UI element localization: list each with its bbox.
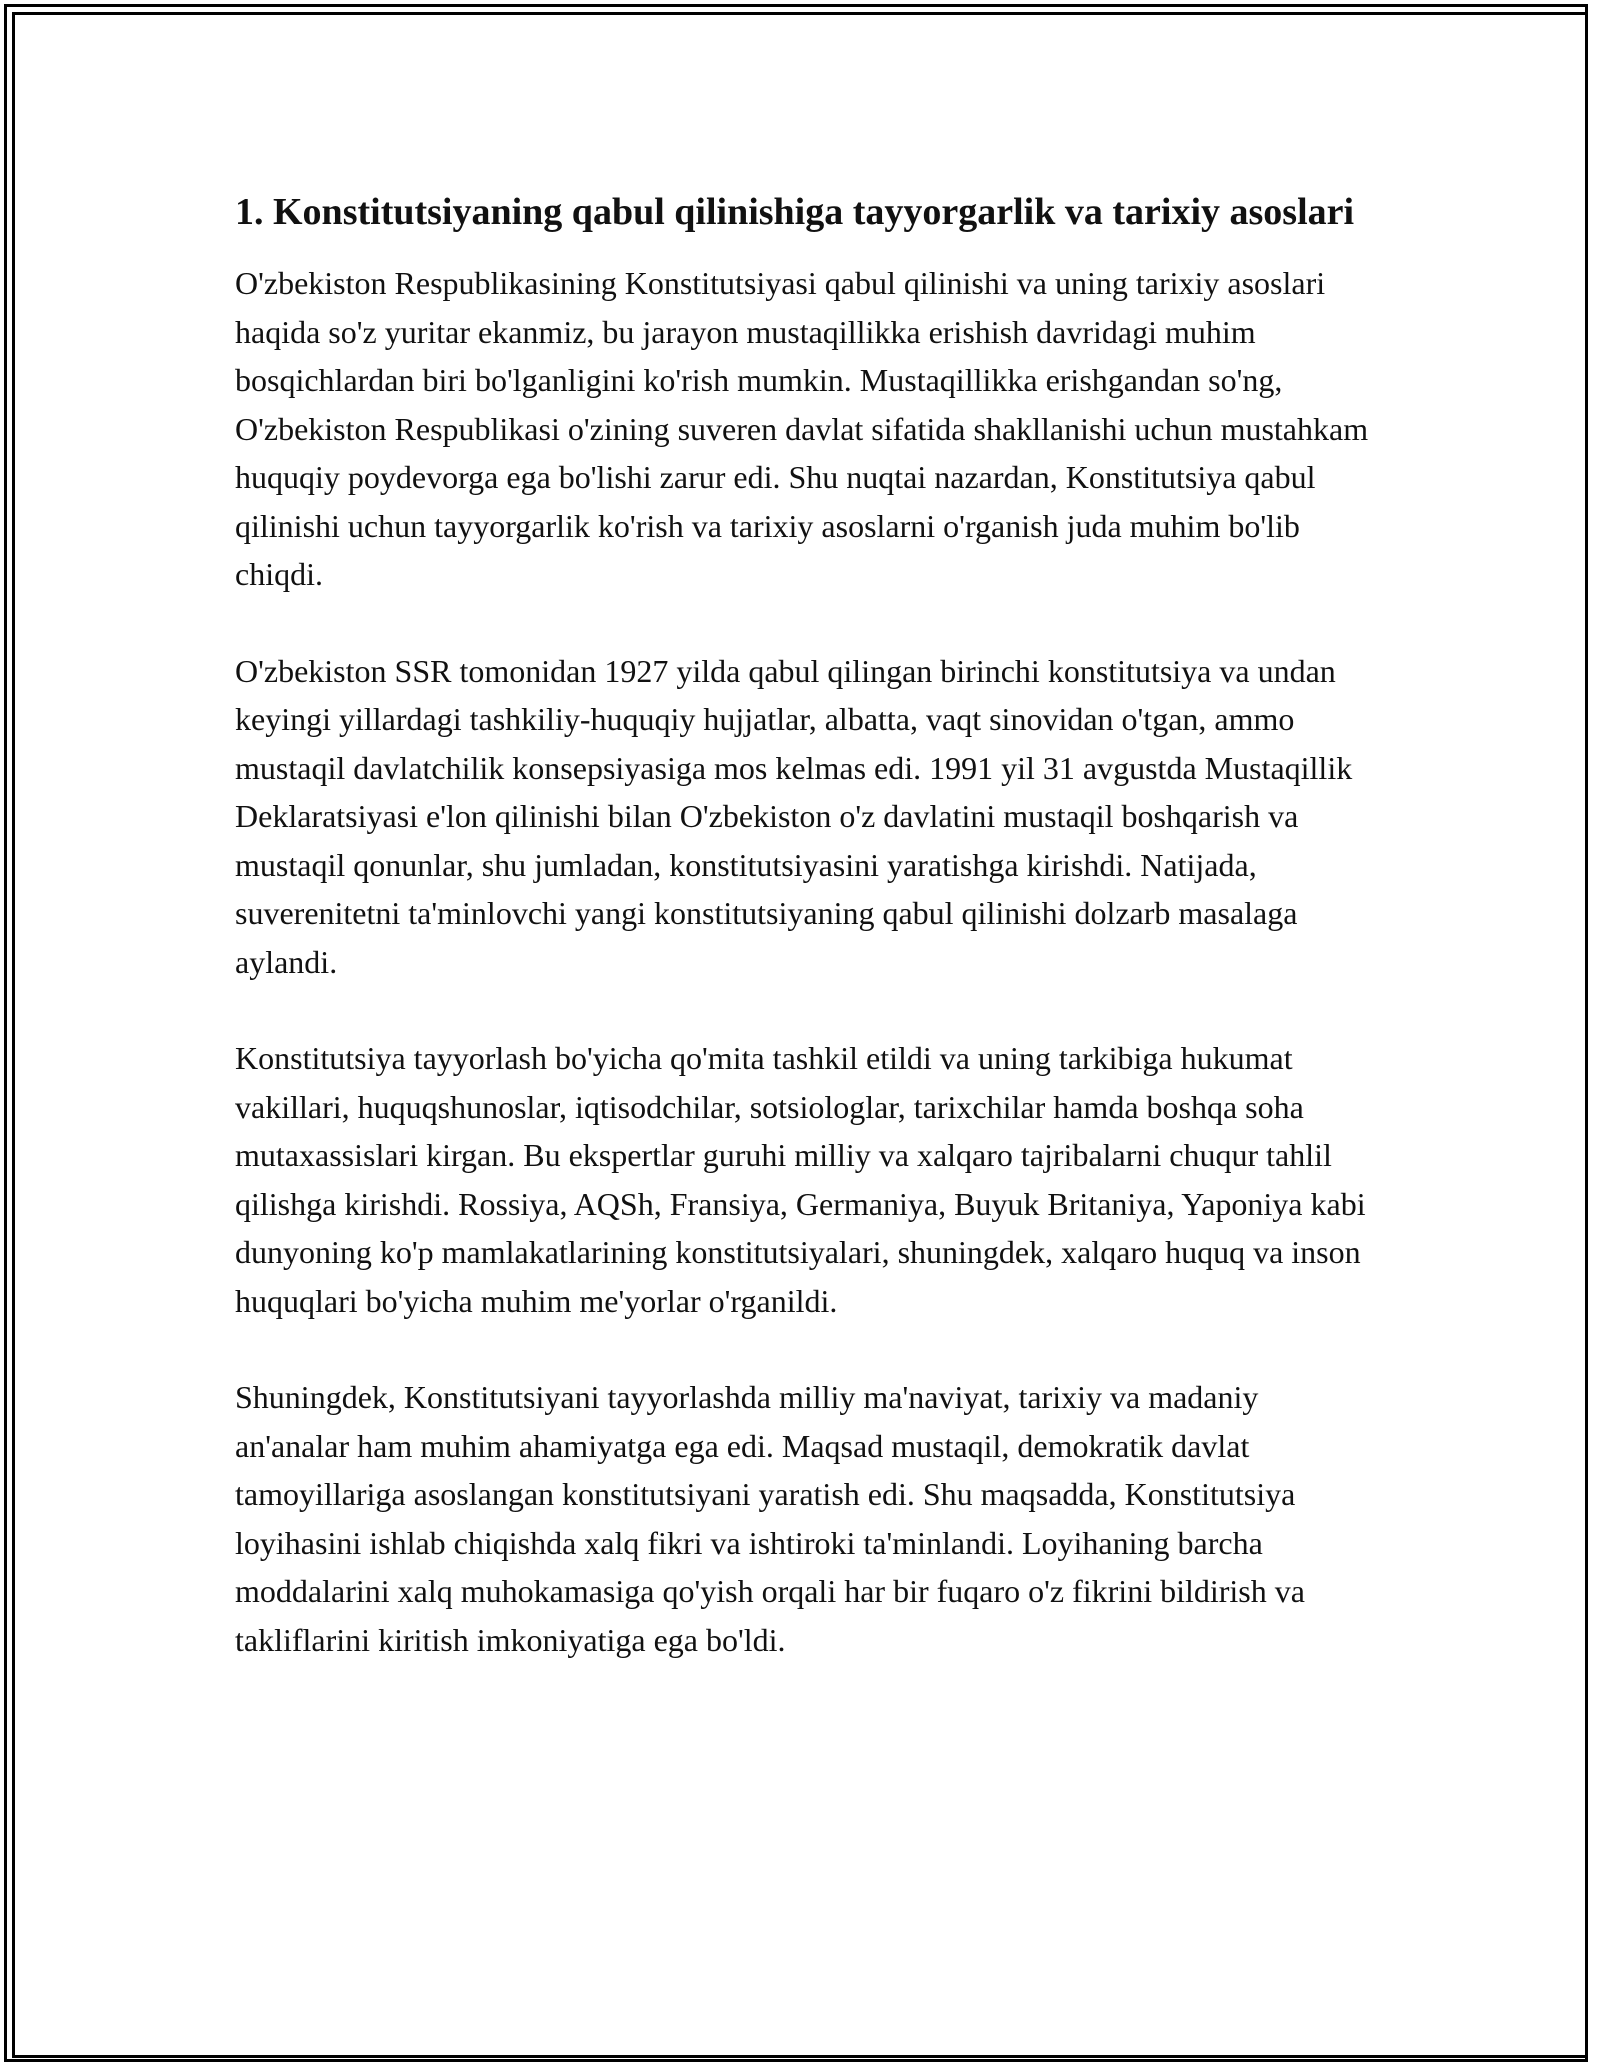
document-body: [235, 185, 1375, 1712]
paragraph-2: O'zbekiston SSR tomonidan 1927 yilda qabul qilingan birinchi konstitutsiya va undan keyingi yillardagi tashkiliy-huquqiy hujjatlar, albatta, vaqt sinovidan o'tgan, ammo mustaqil davlatchilik konsepsiyasiga mos kelmas edi. 1991 yil 31 avgustda Mustaqillik Deklaratsiyasi e'lon qilinishi bilan O'zbekiston o'z davlatini mustaqil boshqarish va mustaqil qonunlar, shu jumladan, konstitutsiyasini yaratishga kirishdi. Natijada, suverenitetni ta'minlovchi yangi konstitutsiyaning qabul qilinishi dolzarb masalaga aylandi.: [235, 652, 1353, 980]
section-heading: 1. Konstitutsiyaning qabul qilinishiga tayyorgarlik va tarixiy asoslari: [235, 191, 1355, 233]
paragraph-3: Konstitutsiya tayyorlash bo'yicha qo'mita tashkil etildi va uning tarkibiga hukumat vakillari, huquqshunoslar, iqtisodchilar, sotsiologlar, tarixchilar hamda boshqa soha mutaxassislari kirgan. Bu ekspertlar guruhi milliy va xalqaro tajribalarni chuqur tahlil qilishga kirishdi. Rossiya, AQSh, Fransiya, Germaniya, Buyuk Britaniya, Yaponiya kabi dunyoning ko'p mamlakatlarining konstitutsiyalari, shuningdek, xalqaro huquq va inson huquqlari bo'yicha muhim me'yorlar o'rganildi.: [235, 1040, 1366, 1319]
paragraph-4: Shuningdek, Konstitutsiyani tayyorlashda milliy ma'naviyat, tarixiy va madaniy an'analar ham muhim ahamiyatga ega edi. Maqsad mustaqil, demokratik davlat tamoyillariga asoslangan konstitutsiyani yaratish edi. Shu maqsadda, Konstitutsiya loyihasini ishlab chiqishda xalq fikri va ishtiroki ta'minlandi. Loyihaning barcha moddalarini xalq muhokamasiga qo'yish orqali har bir fuqaro o'z fikrini bildirish va takliflarini kiritish imkoniyatiga ega bo'ldi.: [235, 1379, 1305, 1658]
paragraph-1: O'zbekiston Respublikasining Konstitutsiyasi qabul qilinishi va uning tarixiy asoslari haqida so'z yuritar ekanmiz, bu jarayon mustaqillikka erishish davridagi muhim bosqichlardan biri bo'lganligini ko'rish mumkin. Mustaqillikka erishgandan so'ng, O'zbekiston Respublikasi o'zining suveren davlat sifatida shakllanishi uchun mustahkam huquqiy poydevorga ega bo'lishi zarur edi. Shu nuqtai nazardan, Konstitutsiya qabul qilinishi uchun tayyorgarlik ko'rish va tarixiy asoslarni o'rganish juda muhim bo'lib chiqdi.: [235, 265, 1369, 592]
